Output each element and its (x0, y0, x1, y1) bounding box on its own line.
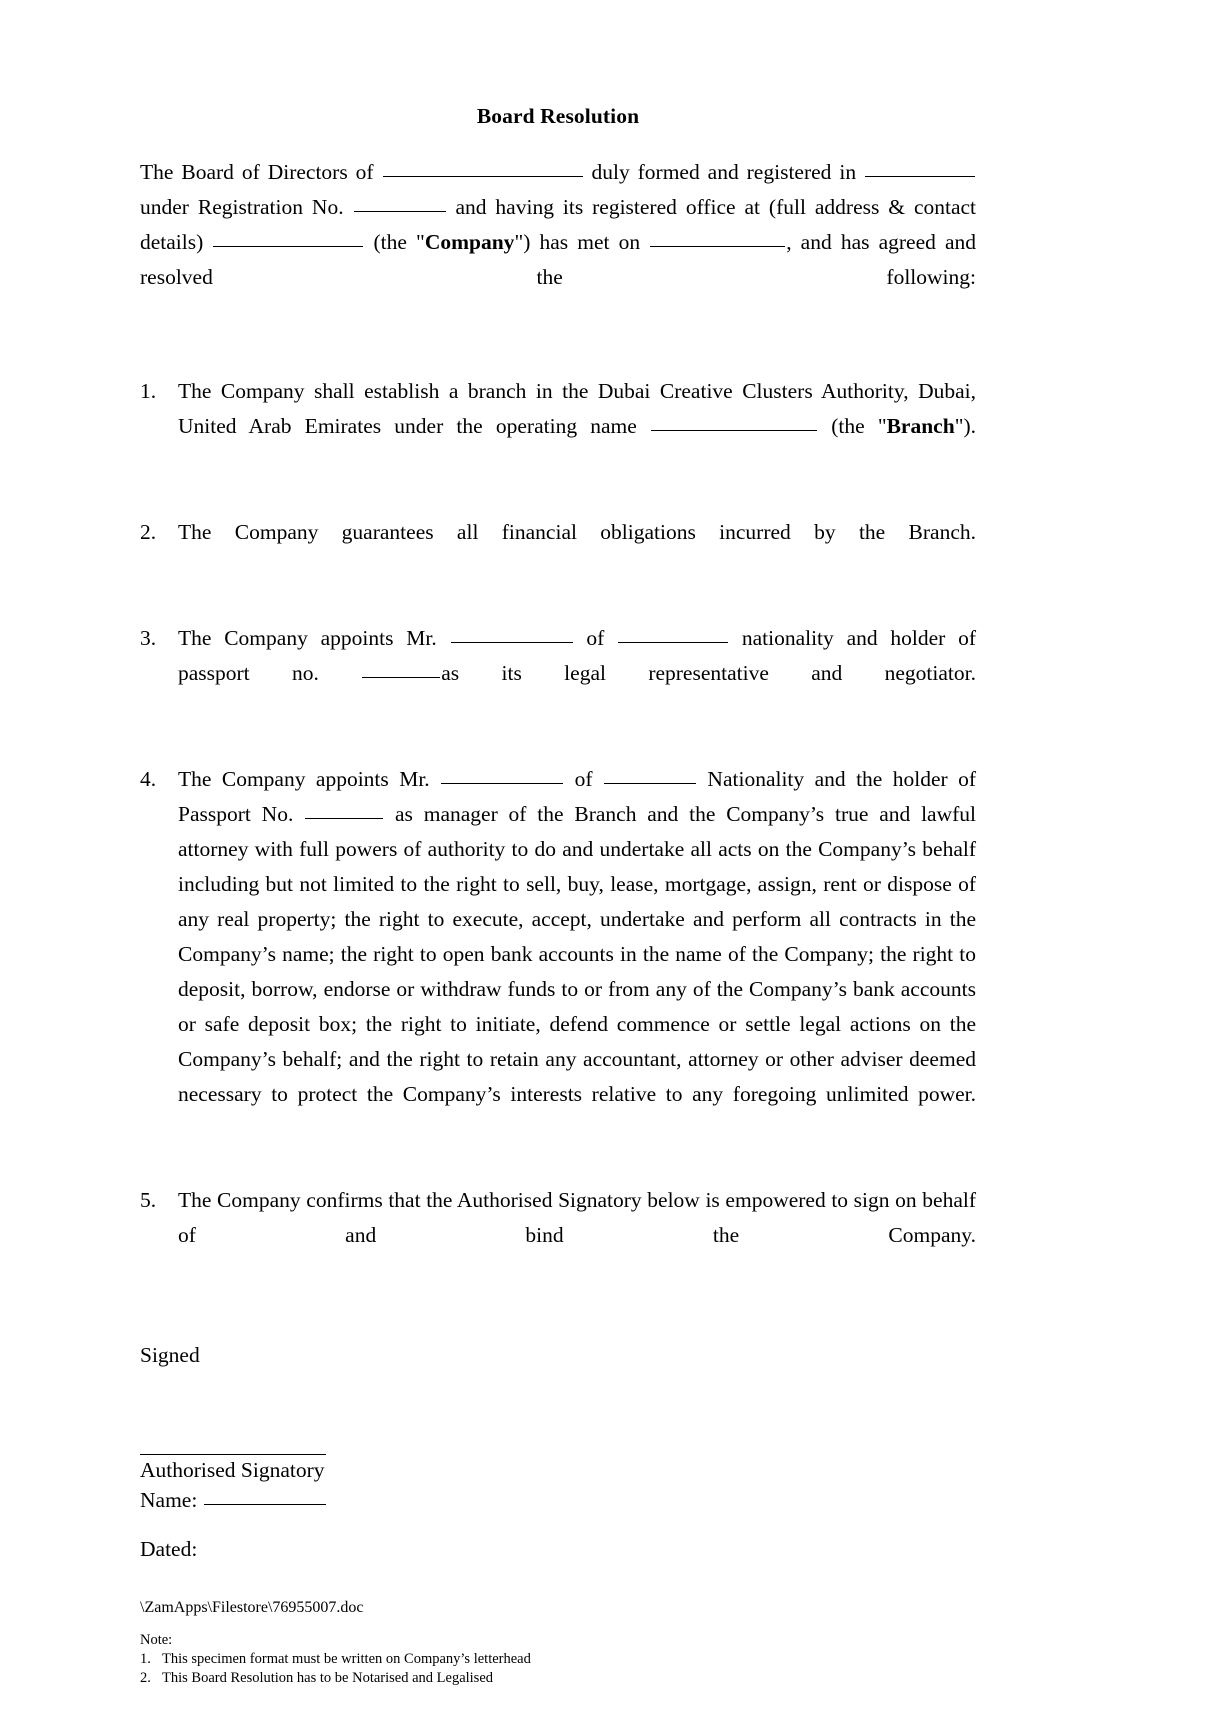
note-heading: Note: (140, 1631, 173, 1648)
clause-number: 4. (140, 767, 157, 791)
signatory-name-line (140, 1484, 976, 1514)
blank-manager-name[interactable] (441, 763, 563, 784)
blank-registration-no[interactable] (354, 191, 446, 212)
branch-defined-term: Branch (886, 414, 955, 438)
clause-number: 1. (140, 379, 157, 403)
intro-paragraph (140, 129, 976, 330)
note-text: This specimen format must be written on Company’s letterhead (162, 1650, 531, 1667)
blank-representative-passport[interactable] (362, 657, 440, 678)
signature-rule[interactable] (140, 1454, 326, 1455)
clause-4-segment-3: Nationality and the holder of Passport No. (178, 767, 977, 826)
clause-1-segment-3: "). (954, 414, 976, 438)
clause-number: 2. (140, 520, 157, 544)
authorised-signatory-label: Authorised Signatory (140, 1458, 325, 1482)
clause-item-5 (140, 1183, 976, 1288)
blank-registered-office[interactable] (213, 226, 363, 247)
clause-1-segment-1: The Company shall establish a branch in the Dubai Creative Clusters Authority, Dubai, United Arab Emirates under the operating name (178, 379, 976, 438)
clause-1-segment-2: (the " (831, 414, 887, 438)
clause-item-3 (140, 621, 976, 726)
clause-item-4 (140, 762, 976, 1147)
company-defined-term: Company (424, 230, 515, 254)
note-block (140, 1563, 976, 1688)
intro-segment-7: , and has agreed and resolved the following: (140, 230, 977, 289)
signature-block (140, 1370, 976, 1563)
blank-meeting-date[interactable] (650, 226, 785, 247)
note-number: 2. (140, 1669, 151, 1686)
intro-segment-6: ") has met on (514, 230, 641, 254)
note-number: 1. (140, 1650, 151, 1667)
intro-segment-4: and having its registered office at (full address & contact details) (140, 195, 977, 254)
clause-3-segment-1: The Company appoints Mr. (178, 626, 437, 650)
clause-4-segment-4: as manager of the Branch and the Company’s true and lawful attorney with full powers of authority to do and undertake all acts on the Company’s behalf including but not limited to the right to sell, buy, lease, mortgage, assign, rent or dispose of any real property; the right to execute, accept, undertake and perform all contracts in the Company’s name; the right to open bank accounts in the name of the Company; the right to deposit, borrow, endorse or withdraw funds to or from any of the Company’s bank accounts or safe deposit box; the right to initiate, defend commence or settle legal actions on the Company’s behalf; and the right to retain any accountant, attorney or other adviser deemed necessary to protect the Company’s interests relative to any foregoing unlimited power. (178, 802, 977, 1106)
name-label: Name: (140, 1487, 198, 1512)
blank-representative-name[interactable] (451, 622, 573, 643)
blank-jurisdiction[interactable] (865, 156, 975, 177)
note-text: This Board Resolution has to be Notarised and Legalised (162, 1669, 494, 1686)
clause-2-segment-1: The Company guarantees all financial obligations incurred by the Branch. (178, 520, 976, 544)
blank-representative-nationality[interactable] (618, 622, 728, 643)
note-item-2 (140, 1669, 976, 1688)
dated-label: Dated: (140, 1536, 198, 1561)
note-item-1 (140, 1650, 976, 1669)
blank-signatory-name[interactable] (204, 1484, 326, 1505)
clause-4-segment-1: The Company appoints Mr. (178, 767, 430, 791)
clause-4-segment-2: of (574, 767, 593, 791)
intro-segment-2: duly formed and registered in (591, 160, 857, 184)
page-title: Board Resolution (476, 104, 640, 128)
blank-operating-name[interactable] (651, 410, 817, 431)
footer-file-path: \ZamApps\Filestore\76955007.doc (140, 1599, 364, 1616)
clause-number: 5. (140, 1188, 157, 1212)
blank-company-name[interactable] (383, 156, 583, 177)
signed-label: Signed (140, 1343, 200, 1367)
clause-3-segment-2: of (586, 626, 605, 650)
clause-number: 3. (140, 626, 157, 650)
clause-item-2 (140, 515, 976, 585)
clause-5-segment-1: The Company confirms that the Authorised Signatory below is empowered to sign on behalf of and bind the Company. (178, 1188, 976, 1247)
clause-item-1 (140, 374, 976, 479)
intro-segment-3: under Registration No. (140, 195, 344, 219)
blank-manager-passport[interactable] (305, 798, 383, 819)
blank-manager-nationality[interactable] (604, 763, 696, 784)
resolution-clause-list (140, 374, 976, 1288)
intro-segment-5: (the " (373, 230, 425, 254)
intro-segment-1: The Board of Directors of (140, 160, 374, 184)
clause-3-segment-3: nationality and holder of passport no. (178, 626, 977, 685)
clause-3-segment-4: as its legal representative and negotiator. (441, 661, 976, 685)
document-body (140, 0, 976, 1688)
